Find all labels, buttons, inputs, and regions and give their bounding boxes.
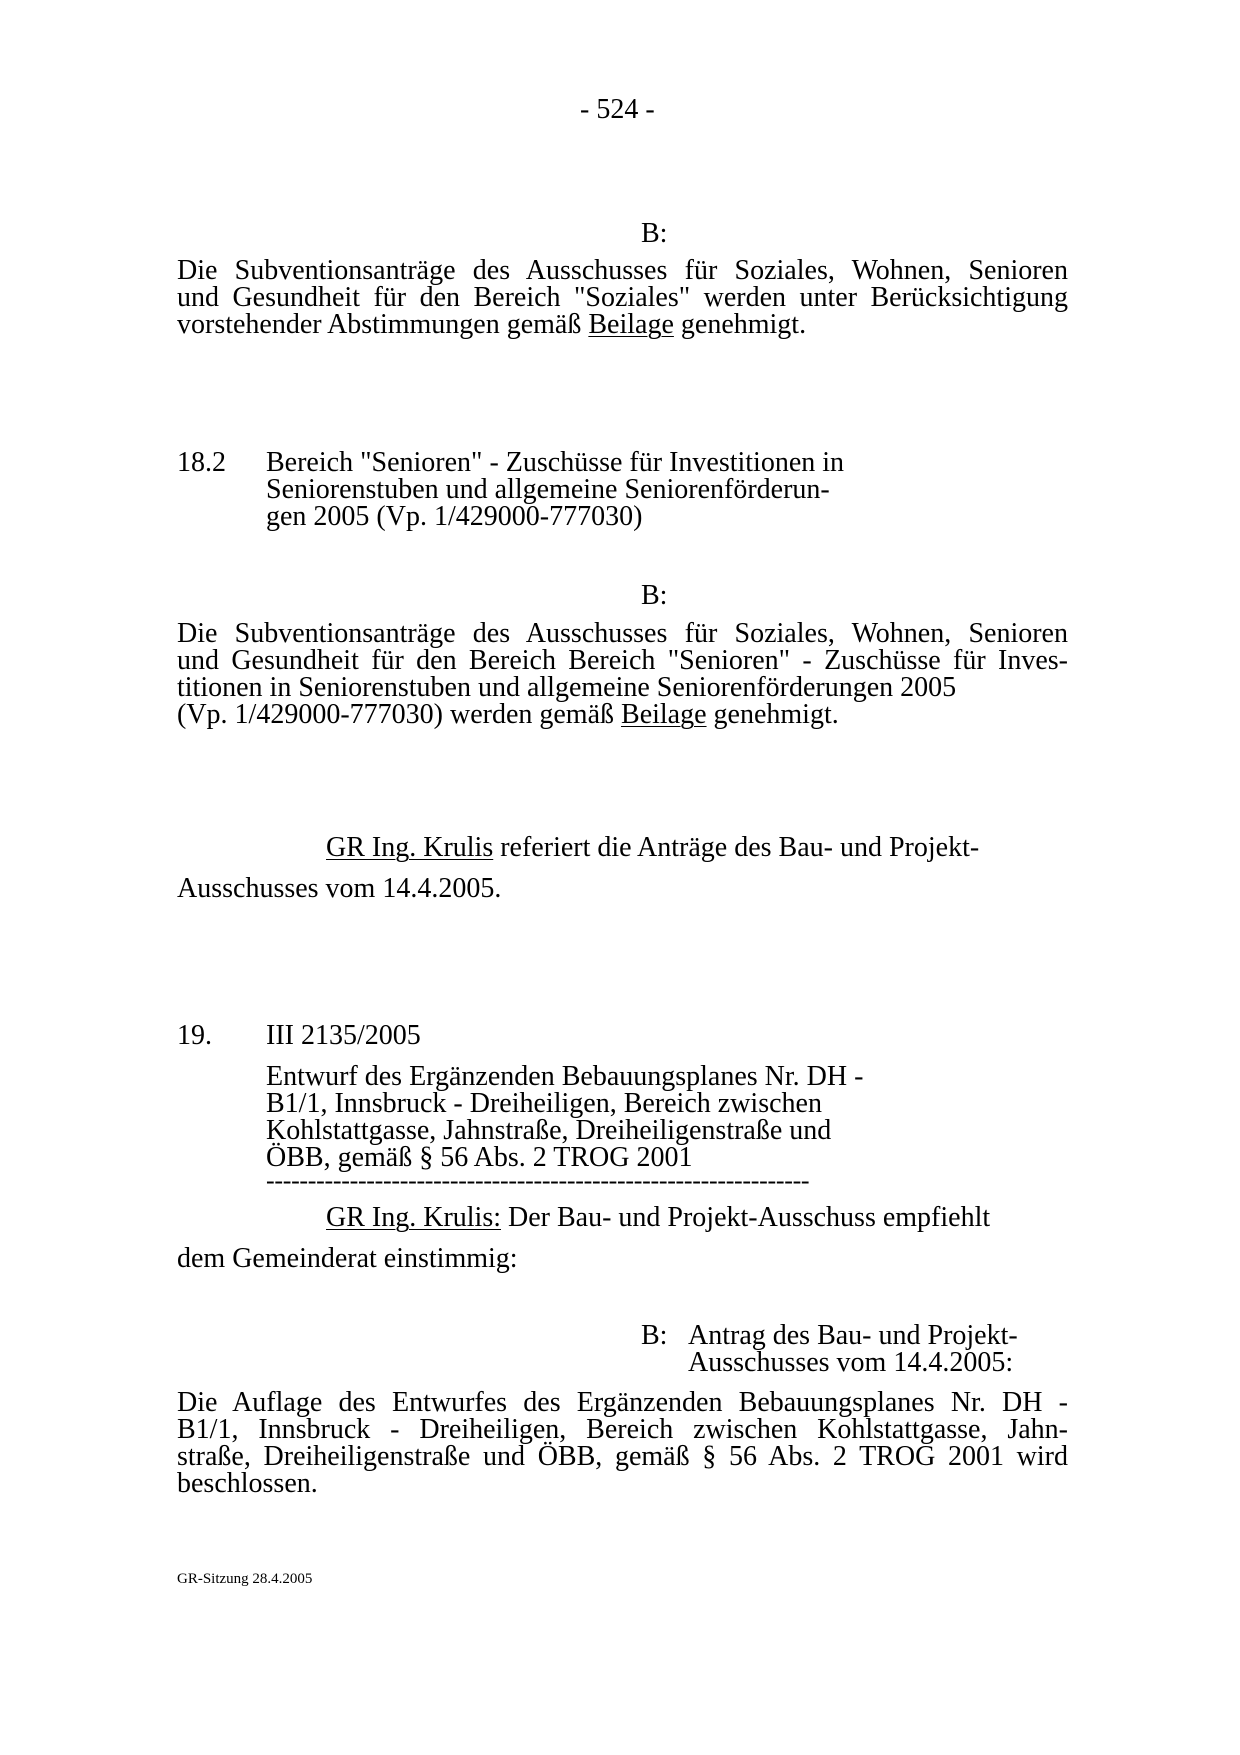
decision-text-line: Die Subventionsanträge des Ausschusses für Soziales, Wohnen, Senioren — [177, 618, 1068, 649]
item-title-line: Seniorenstuben und allgemeine Seniorenförderun- — [266, 474, 830, 505]
decision-text: genehmigt. — [706, 699, 839, 730]
beilage-link[interactable]: Beilage — [621, 699, 707, 730]
decision-marker: B: — [641, 218, 668, 249]
separator-line: ----------------------------------------------------------------- — [266, 1166, 810, 1195]
decision-text: vorstehender Abstimmungen gemäß — [177, 309, 589, 340]
decision-text: genehmigt. — [673, 309, 807, 340]
decision-text-last-line — [177, 311, 806, 338]
decision-text-line: und Gesundheit für den Bereich "Soziales" werden unter Berücksichtigung — [177, 282, 1068, 313]
report-line — [326, 834, 979, 861]
item-title-line: B1/1, Innsbruck - Dreiheiligen, Bereich zwischen — [266, 1088, 822, 1119]
item-number: 18.2 — [177, 447, 226, 478]
decision-text-line: titionen in Seniorenstuben und allgemeine Seniorenförderungen 2005 — [177, 672, 957, 703]
decision-text-line: und Gesundheit für den Bereich Bereich "Senioren" - Zuschüsse für Inves- — [177, 645, 1068, 676]
report-line — [326, 1204, 990, 1231]
motion-line: Ausschusses vom 14.4.2005: — [688, 1347, 1014, 1378]
motion-line: Antrag des Bau- und Projekt- — [688, 1320, 1018, 1351]
speaker-name: GR Ing. Krulis — [326, 832, 494, 863]
decision-text-line: Die Auflage des Entwurfes des Ergänzenden Bebauungsplanes Nr. DH - — [177, 1387, 1068, 1418]
decision-marker: B: — [641, 580, 668, 611]
decision-text-line: straße, Dreiheiligenstraße und ÖBB, gemäß § 56 Abs. 2 TROG 2001 wird — [177, 1441, 1068, 1472]
decision-text-last-line — [177, 701, 839, 728]
speaker-name: GR Ing. Krulis: — [326, 1202, 501, 1233]
report-line: Ausschusses vom 14.4.2005. — [177, 873, 502, 904]
item-title-line: gen 2005 (Vp. 1/429000-777030) — [266, 501, 643, 532]
footer-session-date: GR-Sitzung 28.4.2005 — [177, 1571, 313, 1587]
decision-text-last-line: beschlossen. — [177, 1468, 318, 1499]
decision-marker: B: — [641, 1320, 668, 1351]
item-reference: III 2135/2005 — [266, 1020, 421, 1051]
item-number: 19. — [177, 1020, 212, 1051]
item-title-line: ÖBB, gemäß § 56 Abs. 2 TROG 2001 — [266, 1142, 693, 1173]
report-text: referiert die Anträge des Bau- und Projekt- — [493, 832, 980, 863]
beilage-link[interactable]: Beilage — [588, 309, 674, 340]
decision-text-line: B1/1, Innsbruck - Dreiheiligen, Bereich zwischen Kohlstattgasse, Jahn- — [177, 1414, 1068, 1445]
page-number: - 524 - — [580, 94, 655, 125]
decision-text: (Vp. 1/429000-777030) werden gemäß — [177, 699, 622, 730]
decision-text-line: Die Subventionsanträge des Ausschusses für Soziales, Wohnen, Senioren — [177, 255, 1068, 286]
item-title-line: Entwurf des Ergänzenden Bebauungsplanes Nr. DH - — [266, 1061, 864, 1092]
item-title-line: Kohlstattgasse, Jahnstraße, Dreiheiligenstraße und — [266, 1115, 832, 1146]
report-text: Der Bau- und Projekt-Ausschuss empfiehlt — [501, 1202, 991, 1233]
report-line: dem Gemeinderat einstimmig: — [177, 1243, 518, 1274]
item-title-line: Bereich "Senioren" - Zuschüsse für Investitionen in — [266, 447, 845, 478]
